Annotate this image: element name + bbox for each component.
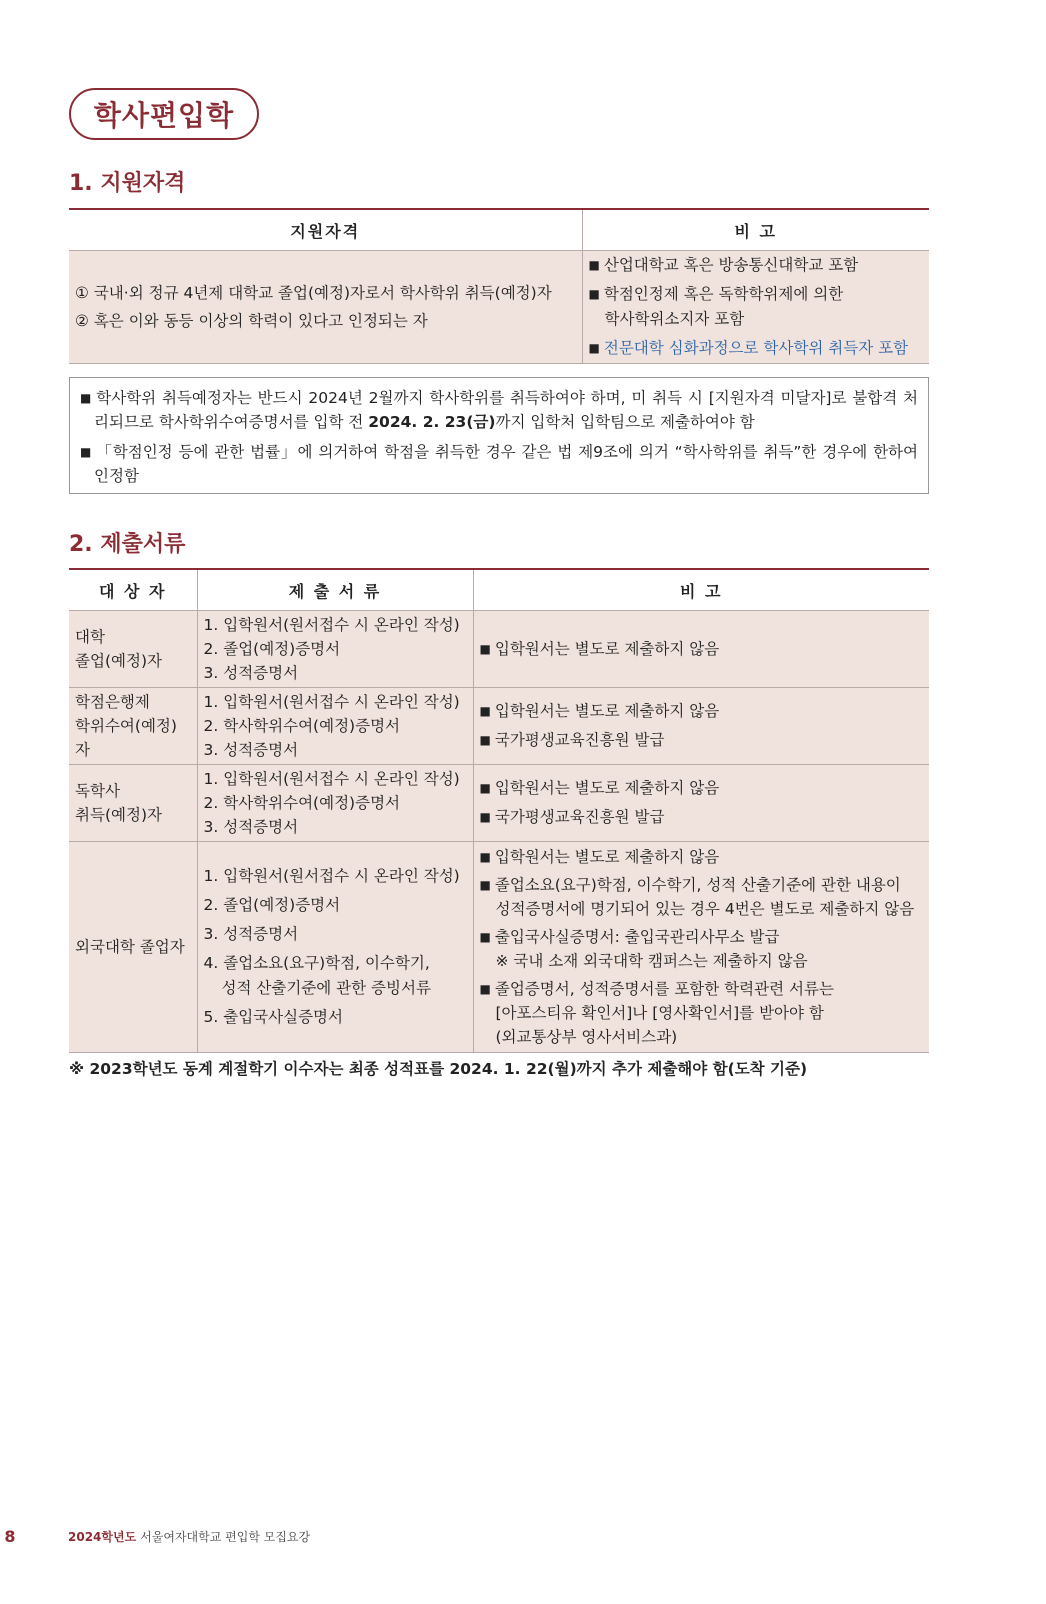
page-number: 8 <box>4 1526 16 1546</box>
eligibility-table <box>69 208 929 364</box>
footer-title: 서울여자대학교 편입학 모집요강 <box>140 1529 311 1544</box>
table-row <box>69 688 929 765</box>
col-doc-remarks: 비 고 <box>473 569 929 611</box>
bullet-square-icon: ■ <box>588 258 600 272</box>
notice-item-2: ■ 「학점인정 등에 관한 법률」에 의거하여 학점을 취득한 경우 같은 법 제9조에 의거 “학사학위를 취득”한 경우에 한하여 인정함 <box>80 443 918 485</box>
docs-cell: 1. 입학원서(원서접수 시 온라인 작성) 2. 졸업(예정)증명서 3. 성적증명서 <box>197 611 473 688</box>
doc-remarks-cell: ■ 입학원서는 별도로 제출하지 않음 ■ 졸업소요(요구)학점, 이수학기, 성적 산출기준에 관한 내용이 성적증명서에 명기되어 있는 경우 4번은 별도로 제출하지 않음 ■ 출입국사실증명서: 출입국관리사무소 발급 ※ 국내 소재 외국대학 캠퍼스는 제출하지 않음 ■ 졸업증명서, 성적증명서를 포함한 학력관련 서류는 [아포스티유 확인서]나 [영사확인서]를 받아야 함 (외교통상부 영사서비스과) <box>473 842 929 1053</box>
notice-date: 2024. 2. 23(금) <box>368 413 496 431</box>
remark-3: 학사학위소지자 포함 <box>604 310 745 328</box>
qualification-1: ① 국내·외 정규 4년제 대학교 졸업(예정)자로서 학사학위 취득(예정)자 <box>75 284 552 302</box>
target-cell: 대학 졸업(예정)자 <box>69 611 197 688</box>
bullet-square-icon: ■ <box>588 341 600 355</box>
docs-cell: 1. 입학원서(원서접수 시 온라인 작성) 2. 졸업(예정)증명서 3. 성적증명서 4. 졸업소요(요구)학점, 이수학기, 성적 산출기준에 관한 증빙서류 5. 출입국사실증명서 <box>197 842 473 1053</box>
table-row <box>69 842 929 1053</box>
remark-1: 산업대학교 혹은 방송통신대학교 포함 <box>603 256 859 274</box>
bullet-square-icon: ■ <box>479 930 491 944</box>
bullet-square-icon: ■ <box>479 878 491 892</box>
qualification-2: ② 혹은 이와 동등 이상의 학력이 있다고 인정되는 자 <box>75 312 428 330</box>
col-target: 대 상 자 <box>69 569 197 611</box>
remark-2: 학점인정제 혹은 독학학위제에 의한 <box>603 285 844 303</box>
target-cell: 독학사 취득(예정)자 <box>69 765 197 842</box>
footnote: ※ 2023학년도 동계 계절학기 이수자는 최종 성적표를 2024. 1. 22(월)까지 추가 제출해야 함(도착 기준) <box>69 1060 808 1078</box>
table-row <box>69 611 929 688</box>
notice-box <box>69 377 929 494</box>
target-cell: 외국대학 졸업자 <box>69 842 197 1053</box>
documents-table <box>69 568 929 1053</box>
section-title: 학사편입학 <box>93 99 235 132</box>
bullet-square-icon: ■ <box>479 704 491 718</box>
bullet-square-icon: ■ <box>479 781 491 795</box>
bullet-square-icon: ■ <box>479 733 491 747</box>
page-footer <box>0 1524 600 1548</box>
col-qualification: 지원자격 <box>69 209 582 251</box>
bullet-square-icon: ■ <box>479 850 491 864</box>
eligibility-heading: 1. 지원자격 <box>69 171 186 196</box>
bullet-square-icon: ■ <box>479 642 491 656</box>
col-remarks: 비 고 <box>582 209 929 251</box>
bullet-square-icon: ■ <box>479 810 491 824</box>
doc-remarks-cell: ■ 입학원서는 별도로 제출하지 않음 ■ 국가평생교육진흥원 발급 <box>473 765 929 842</box>
remark-4: 전문대학 심화과정으로 학사학위 취득자 포함 <box>603 339 909 357</box>
bullet-square-icon: ■ <box>80 445 93 459</box>
footer-year: 2024학년도 <box>68 1529 137 1544</box>
table-row <box>69 765 929 842</box>
doc-remarks-cell: ■ 입학원서는 별도로 제출하지 않음 ■ 국가평생교육진흥원 발급 <box>473 688 929 765</box>
bullet-square-icon: ■ <box>479 982 491 996</box>
notice-item-1: ■ 학사학위 취득예정자는 반드시 2024년 2월까지 학사학위를 취득하여야 하며, 미 취득 시 [지원자격 미달자]로 불합격 처리되므로 학사학위수여증명서를 입학 전 2024. 2. 23(금)까지 입학처 입학팀으로 제출하여야 함 <box>80 389 918 431</box>
bullet-square-icon: ■ <box>588 287 600 301</box>
doc-remarks-cell: ■ 입학원서는 별도로 제출하지 않음 <box>473 611 929 688</box>
target-cell: 학점은행제 학위수여(예정)자 <box>69 688 197 765</box>
docs-cell: 1. 입학원서(원서접수 시 온라인 작성) 2. 학사학위수여(예정)증명서 3. 성적증명서 <box>197 688 473 765</box>
section-title-badge <box>69 88 259 140</box>
col-docs: 제 출 서 류 <box>197 569 473 611</box>
documents-heading: 2. 제출서류 <box>69 532 186 557</box>
qualification-cell <box>69 251 582 364</box>
bullet-square-icon: ■ <box>80 391 93 405</box>
remarks-cell <box>582 251 929 364</box>
docs-cell: 1. 입학원서(원서접수 시 온라인 작성) 2. 학사학위수여(예정)증명서 3. 성적증명서 <box>197 765 473 842</box>
